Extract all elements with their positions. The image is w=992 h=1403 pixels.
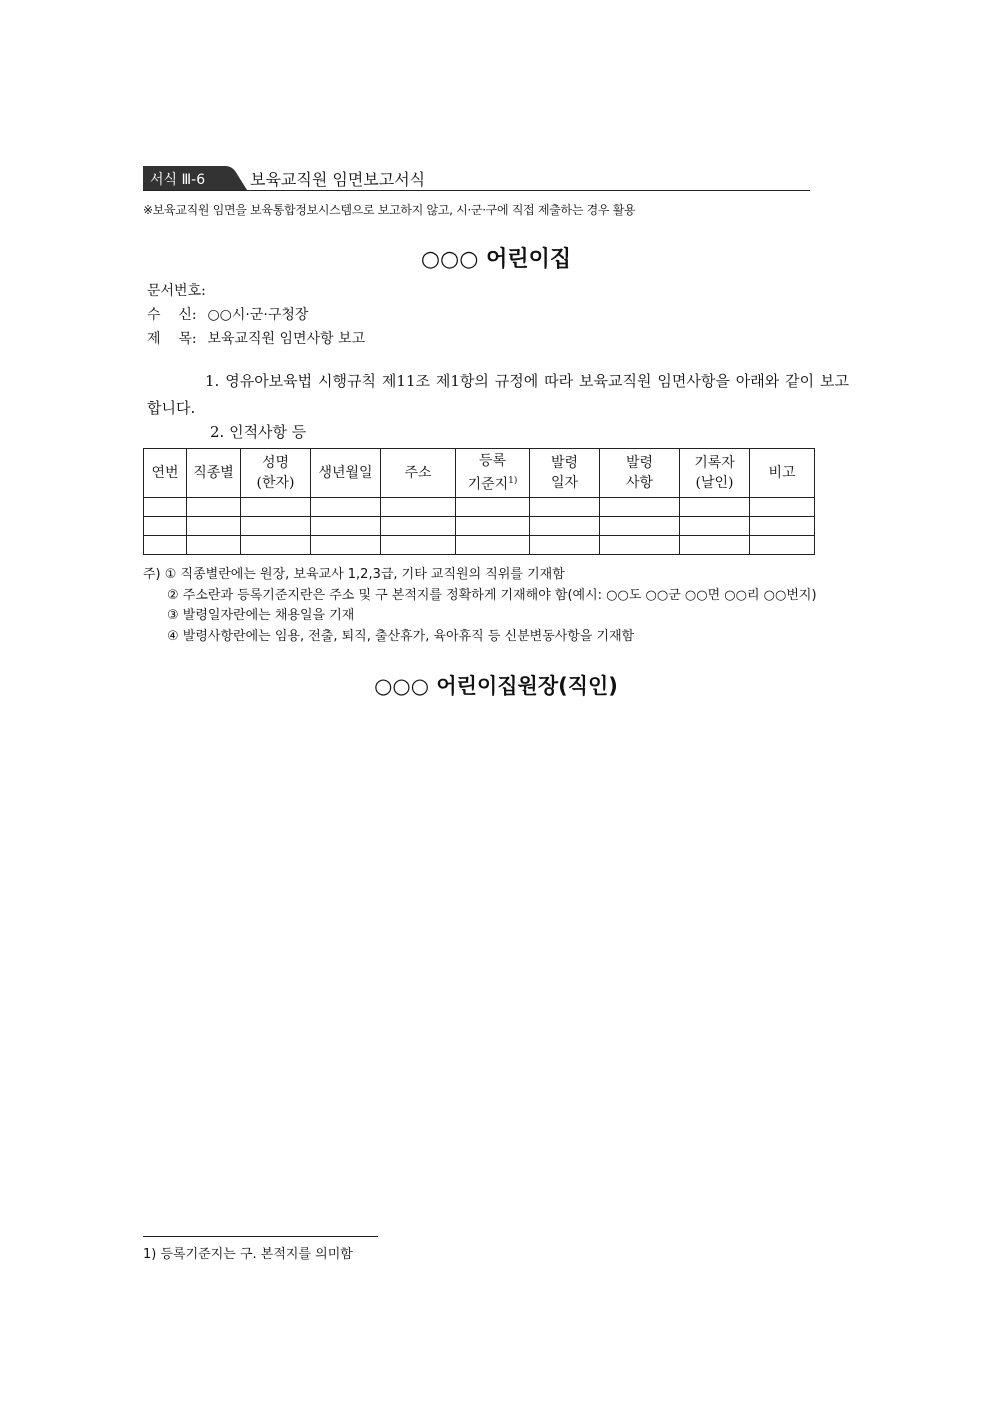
table-cell[interactable] xyxy=(680,498,750,517)
document-title: ○○○ 어린이집 xyxy=(420,247,572,272)
header-appointment-date: 발령 일자 xyxy=(530,449,600,498)
footnote-text: 1) 등록기준지는 구. 본적지를 의미함 xyxy=(143,1247,353,1262)
table-cell[interactable] xyxy=(456,498,530,517)
recipient-value: ○○시·군·구청장 xyxy=(207,307,309,323)
table-cell[interactable] xyxy=(600,517,680,536)
report-paragraph: 1. 영유아보육법 시행규칙 제11조 제1항의 규정에 따라 보육교직원 임면사항을 아래와 같이 보고합니다. xyxy=(147,372,849,417)
table-cell[interactable] xyxy=(381,536,456,555)
table-cell[interactable] xyxy=(680,536,750,555)
note-1: 주) ① 직종별란에는 원장, 보육교사 1,2,3급, 기타 교직원의 직위를 기재함 xyxy=(143,567,565,582)
table-cell[interactable] xyxy=(600,536,680,555)
subject-label: 제 목: xyxy=(147,331,197,347)
form-title: 보육교직원 임면보고서식 xyxy=(250,170,426,189)
header-address: 주소 xyxy=(381,449,456,498)
form-number-text: 서식 Ⅲ-6 xyxy=(150,172,206,188)
notes-block xyxy=(143,565,817,647)
header-recorder: 기록자 (날인) xyxy=(680,449,750,498)
table-cell[interactable] xyxy=(381,517,456,536)
subject-value: 보육교직원 임면사항 보고 xyxy=(207,331,366,347)
subject-line xyxy=(147,328,365,348)
table-row xyxy=(144,498,815,517)
table-cell[interactable] xyxy=(311,536,381,555)
personal-info-heading: 2. 인적사항 등 xyxy=(210,423,307,441)
doc-number-label: 문서번호: xyxy=(147,283,206,299)
doc-number-line xyxy=(147,280,206,300)
table-cell[interactable] xyxy=(750,536,815,555)
table-cell[interactable] xyxy=(187,498,241,517)
table-cell[interactable] xyxy=(187,536,241,555)
header-remarks: 비고 xyxy=(750,449,815,498)
table-row xyxy=(144,536,815,555)
table-cell[interactable] xyxy=(530,517,600,536)
header-birthdate: 생년월일 xyxy=(311,449,381,498)
signer-line: ○○○ 어린이집원장(직인) xyxy=(374,674,618,698)
recipient-label: 수 신: xyxy=(147,307,197,323)
table-cell[interactable] xyxy=(311,517,381,536)
note-4: ④ 발령사항란에는 임용, 전출, 퇴직, 출산휴가, 육아휴직 등 신분변동사항을 기재함 xyxy=(167,628,635,644)
table-cell[interactable] xyxy=(680,517,750,536)
table-cell[interactable] xyxy=(311,498,381,517)
table-cell[interactable] xyxy=(530,536,600,555)
table-cell[interactable] xyxy=(750,498,815,517)
table-cell[interactable] xyxy=(187,517,241,536)
table-cell[interactable] xyxy=(600,498,680,517)
form-number-tag xyxy=(143,166,253,190)
table-cell[interactable] xyxy=(456,517,530,536)
header-job-type: 직종별 xyxy=(187,449,241,498)
table-cell[interactable] xyxy=(456,536,530,555)
table-cell[interactable] xyxy=(241,498,311,517)
table-cell[interactable] xyxy=(241,536,311,555)
table-row xyxy=(144,517,815,536)
header-appointment-detail: 발령 사항 xyxy=(600,449,680,498)
recipient-line xyxy=(147,304,308,324)
table-cell[interactable] xyxy=(750,517,815,536)
personnel-table xyxy=(143,448,815,555)
note-2: ② 주소란과 등록기준지란은 주소 및 구 본적지를 정확하게 기재해야 함(예시: ○○도 ○○군 ○○면 ○○리 ○○번지) xyxy=(167,587,817,603)
usage-note: ※보육교직원 임면을 보육통합정보시스템으로 보고하지 않고, 시·군·구에 직접 제출하는 경우 활용 xyxy=(143,203,636,217)
header-registration: 등록 기준지$^{1)}$ xyxy=(456,449,530,498)
table-cell[interactable] xyxy=(530,498,600,517)
header-serial: 연번 xyxy=(144,449,187,498)
table-cell[interactable] xyxy=(144,536,187,555)
table-cell[interactable] xyxy=(144,517,187,536)
note-3: ③ 발령일자란에는 채용일을 기재 xyxy=(167,608,355,623)
header-name: 성명 (한자) xyxy=(241,449,311,498)
table-header-row xyxy=(144,449,815,498)
footnote-ref: 1) xyxy=(508,476,518,487)
table-cell[interactable] xyxy=(381,498,456,517)
title-divider xyxy=(143,190,810,191)
table-cell[interactable] xyxy=(241,517,311,536)
table-cell[interactable] xyxy=(144,498,187,517)
footnote-divider xyxy=(143,1236,378,1237)
